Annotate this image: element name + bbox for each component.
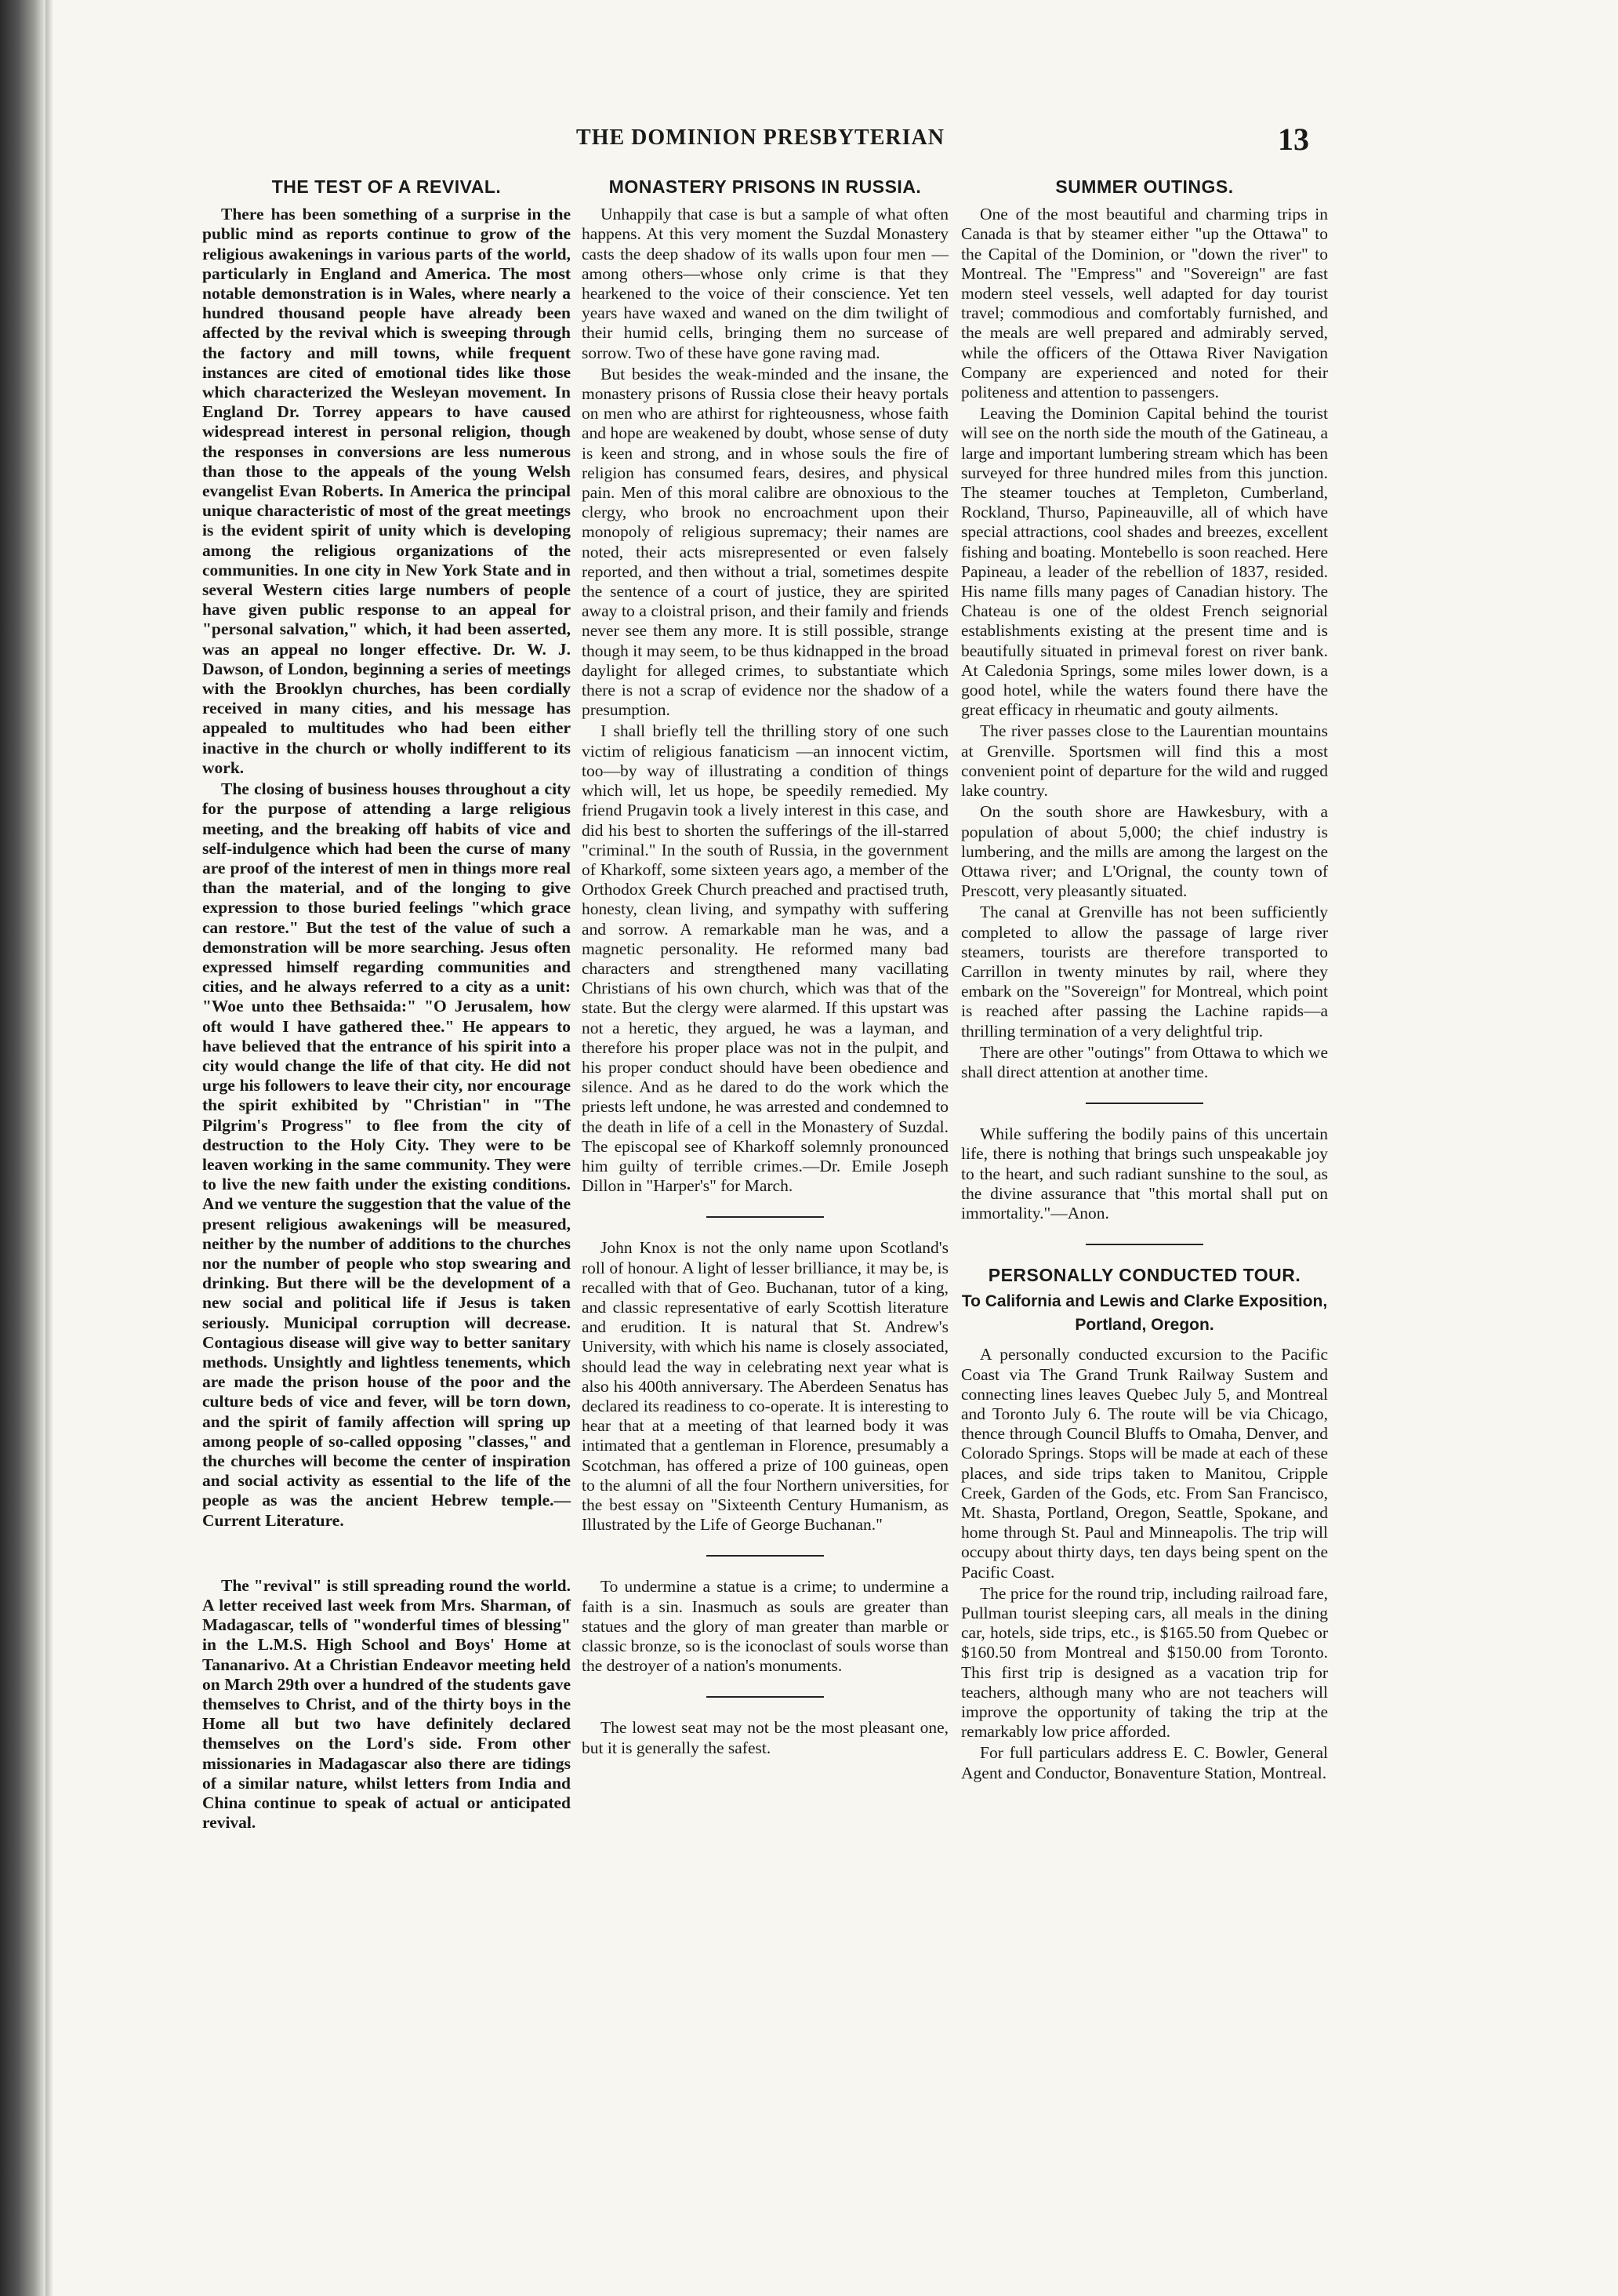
article-paragraph: Unhappily that case is but a sample of what often happens. At this very moment the Suzdal Monastery casts the deep shadow of its walls upon four men —among others—whose only crime is that they hearkened to the voice of their conscience. Yet ten years have waxed and waned on the dim twilight of their humid cells, bringing them no surcease of sorrow. Two of these have gone raving mad.	[582, 205, 949, 362]
spine-edge-shadow	[45, 0, 53, 2296]
spacer	[202, 1532, 571, 1554]
madagascar-paragraph: The "revival" is still spreading round the world. A letter received last week from Mrs. Sharman, of Madagascar, tells of "wonderful times of blessing" in the L.M.S. High School and Boys' Home at Tananarivo. At a Christian Endeavor meeting held on March 29th over a hundred of the students gave themselves to Christ, and of the thirty boys in the Home all but two have definitely declared themselves on the Lord's side. From other missionaries in Madagascar also there are tidings of a similar nature, whilst letters from India and China continue to speak of actual or anticipated revival.	[202, 1575, 571, 1833]
article-paragraph: On the south shore are Hawkesbury, with a population of about 5,000; the chief industry is lumbering, and the mills are among the largest on the Ottawa river; and L'Orignal, the county town of Prescott, very pleasantly situated.	[961, 802, 1328, 901]
article-heading-outings: SUMMER OUTINGS.	[1055, 176, 1234, 197]
page-number: 13	[1278, 122, 1309, 157]
divider-rule	[706, 1555, 824, 1557]
lowest-seat-paragraph: The lowest seat may not be the most pleasant one, but it is generally the safest.	[582, 1718, 949, 1757]
column-3	[961, 174, 1328, 1785]
column-2	[582, 174, 949, 1760]
spacer	[202, 1554, 571, 1576]
book-spine-shadow	[0, 0, 45, 2296]
masthead: THE DOMINION PRESBYTERIAN	[576, 125, 945, 150]
article-paragraph: Leaving the Dominion Capital behind the tourist will see on the north side the mouth of the Gatineau, a large and important lumbering stream which has been surveyed for three hundred miles from this junction. The steamer touches at Templeton, Cumberland, Rockland, Thurso, Papineauville, all of which have special attractions, cool shades and breezes, excellent fishing and boating. Montebello is soon reached. Here Papineau, a leader of the rebellion of 1837, resided. His name fills many pages of Canadian history. The Chateau is one of the oldest French seignorial establishments existing at the present time and is beautifully situated in primeval forest on river bank. At Caledonia Springs, some miles lower down, is a good hotel, while the waters found there have the great efficacy in rheumatic and gouty ailments.	[961, 404, 1328, 720]
divider-rule	[1086, 1103, 1203, 1104]
article-paragraph: I shall briefly tell the thrilling story of one such victim of religious fanaticism —an innocent victim, too—by way of illustrating a condition of things which will, let us hope, be speedily remedied. My friend Prugavin took a lively interest in this case, and did his best to shorten the sufferings of the ill-starred "criminal." In the south of Russia, in the government of Kharkoff, some sixteen years ago, a member of the Orthodox Greek Church preached and practised truth, honesty, clean living, and sympathy with suffering and sorrow. A remarkable man he was, and a magnetic personality. He reformed many bad characters and strengthened many vacillating Christians of his own church, which was that of the state. But the clergy were alarmed. If this upstart was not a heretic, they argued, he was a layman, and therefore his proper place was not in the pulpit, and his proper conduct should have been obedience and silence. And as he dared to do the work which the priests left undone, he was arrested and condemned to the death in life of a cell in the Monastery of Suzdal. The episcopal see of Kharkoff solemnly pronounced him guilty of terrible crimes.—Dr. Emile Joseph Dillon in "Harper's" for March.	[582, 721, 949, 1196]
column-1	[202, 174, 571, 1834]
article-paragraph: There are other "outings" from Ottawa to which we shall direct attention at another time.	[961, 1042, 1328, 1081]
suffering-paragraph: While suffering the bodily pains of this uncertain life, there is nothing that brings such unspeakable joy to the heart, and such radiant sunshine to the soul, as the divine assurance that "this mortal shall put on immortality."—Anon.	[961, 1124, 1328, 1222]
divider-rule	[706, 1216, 824, 1218]
article-subheading-tour: To California and Lewis and Clarke Exposition, Portland, Oregon.	[961, 1292, 1328, 1335]
divider-rule	[706, 1696, 824, 1698]
article-paragraph: A personally conducted excursion to the Pacific Coast via The Grand Trunk Railway Sustem and connecting lines leaves Quebec July 5, and Montreal and Toronto July 6. The route will be via Chicago, thence through Council Bluffs to Omaha, Denver, and Colorado Springs. Stops will be made at each of these places, and side trips taken to Manitou, Cripple Creek, Garden of the Gods, etc. From San Francisco, Mt. Shasta, Portland, Oregon, Seattle, Spokane, and home through St. Paul and Minneapolis. The trip will occupy about thirty days, ten days being spent on the Pacific Coast.	[961, 1345, 1328, 1582]
article-heading-revival: THE TEST OF A REVIVAL.	[271, 176, 502, 197]
knox-paragraph: John Knox is not the only name upon Scotland's roll of honour. A light of lesser brilliance, it may be, is recalled with that of Geo. Buchanan, tutor of a king, and classic representative of early Scottish literature and erudition. It is natural that St. Andrew's University, with which his name is closely associated, should lead the way in celebrating next year what is also his 400th anniversary. The Aberdeen Senatus has declared its readiness to co-operate. It is interesting to hear that at a meeting of that learned body it was intimated that a gentleman in Florence, presumably a Scotchman, has offered a prize of 100 guineas, open to the alumni of all the four Northern universities, for the best essay on "Sixteenth Century Humanism, as Illustrated by the Life of George Buchanan."	[582, 1238, 949, 1535]
article-heading-tour: PERSONALLY CONDUCTED TOUR.	[988, 1265, 1301, 1286]
article-paragraph: The river passes close to the Laurentian mountains at Grenville. Sportsmen will find this a most convenient point of departure for the wild and rugged lake country.	[961, 721, 1328, 801]
divider-rule	[1086, 1244, 1203, 1245]
article-paragraph: One of the most beautiful and charming trips in Canada is that by steamer either "up the Ottawa" to the Capital of the Dominion, or "down the river" to Montreal. The "Empress" and "Sovereign" are fast modern steel vessels, well adapted for day tourist travel; commodious and comfortably furnished, and the meals are well prepared and admirably served, while the officers of the Ottawa River Navigation Company are experienced and noted for their politeness and attention to passengers.	[961, 205, 1328, 402]
article-paragraph: The canal at Grenville has not been sufficiently completed to allow the passage of large river steamers, tourists are therefore transported to Carrillon in twenty minutes by rail, where they embark on the "Sovereign" for Montreal, which point is reached after passing the Lachine rapids—a thrilling termination of a very delightful trip.	[961, 903, 1328, 1041]
article-paragraph: The closing of business houses throughout a city for the purpose of attending a large religious meeting, and the breaking off habits of vice and self-indulgence which had been the curse of many are proof of the interest of men in things more real than the material, and of the longing to give expression to those buried feelings "which grace can restore." But the test of the value of such a demonstration will be more searching. Jesus often expressed himself regarding communities and cities, and he always referred to a city as a unit: "Woe unto thee Bethsaida:" "O Jerusalem, how oft would I have gathered thee." He appears to have believed that the entrance of his spirit into a city would change the life of that city. He did not urge his followers to leave their city, nor encourage the spirit exhibited by "Christian" in "The Pilgrim's Progress" to flee from the city of destruction to the Holy City. They were to be leaven working in the same community. They were to live the new faith under the existing conditions. And we venture the suggestion that the value of the present religious awakenings will be measured, neither by the number of additions to the churches nor the number of people who stop swearing and drinking. But there will be the development of a new social and political life if Jesus is taken seriously. Municipal corruption will decrease. Contagious disease will give way to better sanitary methods. Unsightly and lightless tenements, which are made the prison house of the poor and the culture beds of vice and fever, will be torn down, and the spirit of family affection will spring up among people of so-called opposing "classes," and the churches will become the center of inspiration and social activity as essential to the life of the people as was the ancient Hebrew temple.—Current Literature.	[202, 779, 571, 1530]
article-paragraph: The price for the round trip, including railroad fare, Pullman tourist sleeping cars, all meals in the dining car, hotels, side trips, etc., is $165.50 from Quebec or $160.50 from Montreal and $150.00 from Toronto. This first trip is designed as a vacation trip for teachers, although many who are not teachers will improve the opportunity of taking the trip at the remarkably low price afforded.	[961, 1583, 1328, 1742]
article-heading-prisons: MONASTERY PRISONS IN RUSSIA.	[608, 176, 922, 197]
article-paragraph: There has been something of a surprise in the public mind as reports continue to grow of the religious awakenings in various parts of the world, particularly in England and America. The most notable demonstration is in Wales, where nearly a hundred thousand people have already been affected by the revival which is sweeping through the factory and mill towns, while frequent instances are cited of emotional tides like those which characterized the Wesleyan movement. In England Dr. Torrey appears to have caused widespread interest in personal religion, though the responses in conversions are less numerous than those to the appeals of the young Welsh evangelist Evan Roberts. In America the principal unique characteristic of most of the great meetings is the evident spirit of unity which is developing among the religious organizations of the communities. In one city in New York State and in several Western cities large numbers of people have given public response to an appeal for "personal salvation," which, it had been asserted, was an appeal no longer effective. Dr. W. J. Dawson, of London, beginning a series of meetings with the Brooklyn churches, has been cordially received in many cities, and his message has appealed to multitudes who had been either inactive in the church or wholly indifferent to its work.	[202, 205, 571, 777]
article-paragraph: For full particulars address E. C. Bowler, General Agent and Conductor, Bonaventure Station, Montreal.	[961, 1743, 1328, 1782]
article-paragraph: But besides the weak-minded and the insane, the monastery prisons of Russia close their heavy portals on men who are athirst for righteousness, whose faith and hope are weakened by doubt, whose sense of duty is keen and strong, and in whose souls the fire of religion has consumed fears, desires, and physical pain. Men of this moral calibre are obnoxious to the clergy, who brook no encroachment upon their monopoly of religious supremacy; their names are noted, their acts misrepresented or even falsely reported, and then without a trial, sometimes despite the sentence of a court of justice, they are spirited away to a cloistral prison, and their family and friends never see them any more. It is still possible, strange though it may seem, to be thus kidnapped in the broad daylight for alleged crimes, to substantiate which there is not a scrap of evidence nor the shadow of a presumption.	[582, 364, 949, 720]
statue-paragraph: To undermine a statue is a crime; to undermine a faith is a sin. Inasmuch as souls are greater than statues and the glory of man greater than marble or classic bronze, so is the iconoclast of souls worse than the destroyer of a nation's monuments.	[582, 1577, 949, 1676]
